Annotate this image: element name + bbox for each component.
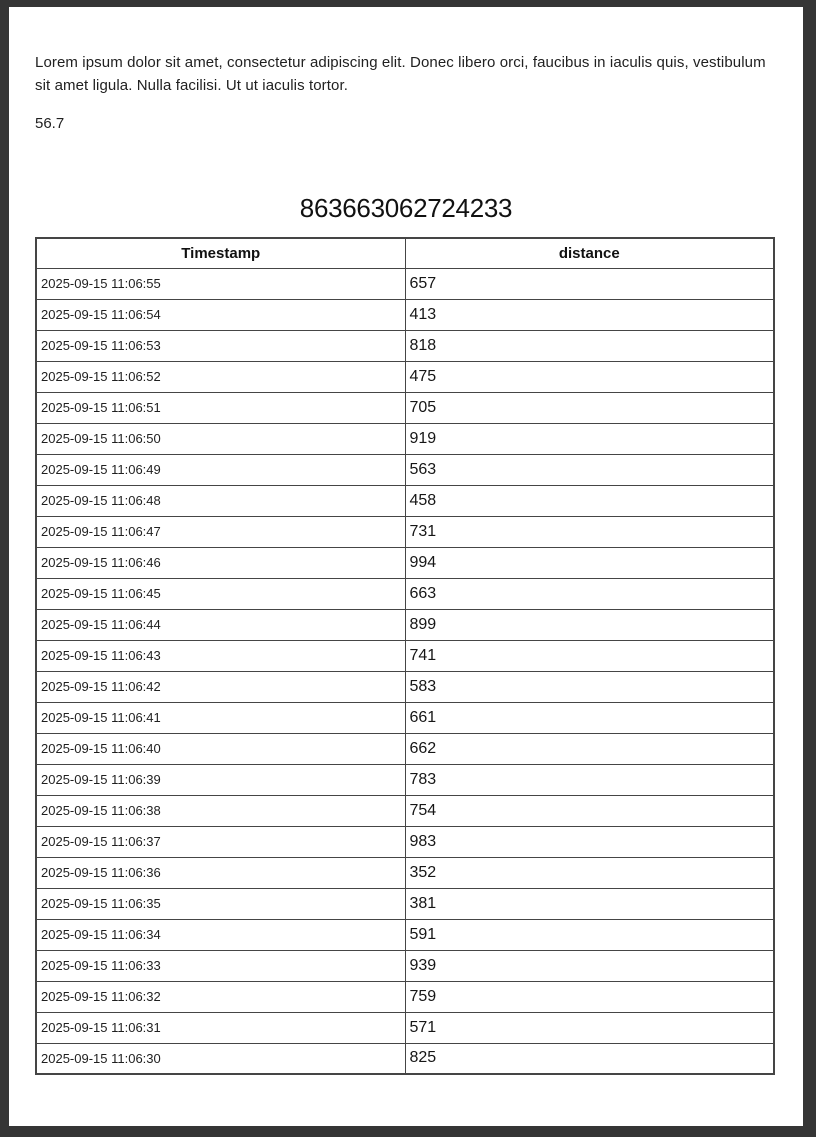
timestamp-cell: 2025-09-15 11:06:30 — [36, 1043, 405, 1074]
table-body — [36, 268, 774, 1074]
timestamp-cell: 2025-09-15 11:06:38 — [36, 795, 405, 826]
timestamp-cell: 2025-09-15 11:06:52 — [36, 361, 405, 392]
table-row — [36, 702, 774, 733]
distance-cell: 783 — [405, 764, 774, 795]
distance-cell: 983 — [405, 826, 774, 857]
column-header-distance: distance — [405, 238, 774, 268]
timestamp-cell: 2025-09-15 11:06:50 — [36, 423, 405, 454]
table-row — [36, 547, 774, 578]
table-row — [36, 485, 774, 516]
distance-cell: 919 — [405, 423, 774, 454]
timestamp-cell: 2025-09-15 11:06:47 — [36, 516, 405, 547]
timestamp-cell: 2025-09-15 11:06:55 — [36, 268, 405, 299]
distance-cell: 662 — [405, 733, 774, 764]
distance-cell: 825 — [405, 1043, 774, 1074]
page-content — [9, 7, 803, 1075]
timestamp-cell: 2025-09-15 11:06:46 — [36, 547, 405, 578]
distance-cell: 571 — [405, 1012, 774, 1043]
distance-cell: 663 — [405, 578, 774, 609]
distance-cell: 563 — [405, 454, 774, 485]
distance-cell: 583 — [405, 671, 774, 702]
table-row — [36, 609, 774, 640]
table-row — [36, 268, 774, 299]
table-row — [36, 795, 774, 826]
table-row — [36, 578, 774, 609]
table-row — [36, 361, 774, 392]
timestamp-cell: 2025-09-15 11:06:44 — [36, 609, 405, 640]
distance-cell: 591 — [405, 919, 774, 950]
timestamp-cell: 2025-09-15 11:06:32 — [36, 981, 405, 1012]
timestamp-cell: 2025-09-15 11:06:41 — [36, 702, 405, 733]
metric-value: 56.7 — [35, 115, 65, 132]
document-page — [9, 7, 803, 1126]
timestamp-cell: 2025-09-15 11:06:34 — [36, 919, 405, 950]
table-row — [36, 826, 774, 857]
timestamp-cell: 2025-09-15 11:06:40 — [36, 733, 405, 764]
timestamp-cell: 2025-09-15 11:06:31 — [36, 1012, 405, 1043]
table-row — [36, 888, 774, 919]
table-row — [36, 640, 774, 671]
distance-cell: 731 — [405, 516, 774, 547]
timestamp-cell: 2025-09-15 11:06:45 — [36, 578, 405, 609]
table-row — [36, 299, 774, 330]
column-header-timestamp: Timestamp — [36, 238, 405, 268]
table-row — [36, 1043, 774, 1074]
timestamp-cell: 2025-09-15 11:06:51 — [36, 392, 405, 423]
distance-cell: 994 — [405, 547, 774, 578]
table-row — [36, 857, 774, 888]
table-row — [36, 392, 774, 423]
table-row — [36, 919, 774, 950]
timestamp-cell: 2025-09-15 11:06:54 — [36, 299, 405, 330]
table-row — [36, 764, 774, 795]
timestamp-cell: 2025-09-15 11:06:33 — [36, 950, 405, 981]
timestamp-cell: 2025-09-15 11:06:48 — [36, 485, 405, 516]
table-row — [36, 516, 774, 547]
timestamp-cell: 2025-09-15 11:06:49 — [36, 454, 405, 485]
distance-cell: 705 — [405, 392, 774, 423]
table-row — [36, 454, 774, 485]
table-row — [36, 981, 774, 1012]
document-title: 863663062724233 — [299, 193, 513, 223]
data-table — [35, 237, 775, 1075]
distance-cell: 352 — [405, 857, 774, 888]
distance-cell: 381 — [405, 888, 774, 919]
table-header-row — [36, 238, 774, 268]
distance-cell: 818 — [405, 330, 774, 361]
paragraph-text: Lorem ipsum dolor sit amet, consectetur adipiscing elit. Donec libero orci, faucibus in iaculis quis, vestibulum sit amet ligula. Nulla facilisi. Ut ut iaculis tortor. — [35, 54, 766, 94]
distance-cell: 458 — [405, 485, 774, 516]
timestamp-cell: 2025-09-15 11:06:42 — [36, 671, 405, 702]
table-row — [36, 733, 774, 764]
timestamp-cell: 2025-09-15 11:06:43 — [36, 640, 405, 671]
table-row — [36, 950, 774, 981]
distance-cell: 754 — [405, 795, 774, 826]
distance-cell: 413 — [405, 299, 774, 330]
distance-cell: 939 — [405, 950, 774, 981]
distance-cell: 759 — [405, 981, 774, 1012]
timestamp-cell: 2025-09-15 11:06:39 — [36, 764, 405, 795]
distance-cell: 661 — [405, 702, 774, 733]
distance-cell: 741 — [405, 640, 774, 671]
timestamp-cell: 2025-09-15 11:06:53 — [36, 330, 405, 361]
timestamp-cell: 2025-09-15 11:06:35 — [36, 888, 405, 919]
distance-cell: 899 — [405, 609, 774, 640]
table-row — [36, 1012, 774, 1043]
timestamp-cell: 2025-09-15 11:06:37 — [36, 826, 405, 857]
table-row — [36, 671, 774, 702]
distance-cell: 475 — [405, 361, 774, 392]
table-row — [36, 330, 774, 361]
table-row — [36, 423, 774, 454]
timestamp-cell: 2025-09-15 11:06:36 — [36, 857, 405, 888]
distance-cell: 657 — [405, 268, 774, 299]
